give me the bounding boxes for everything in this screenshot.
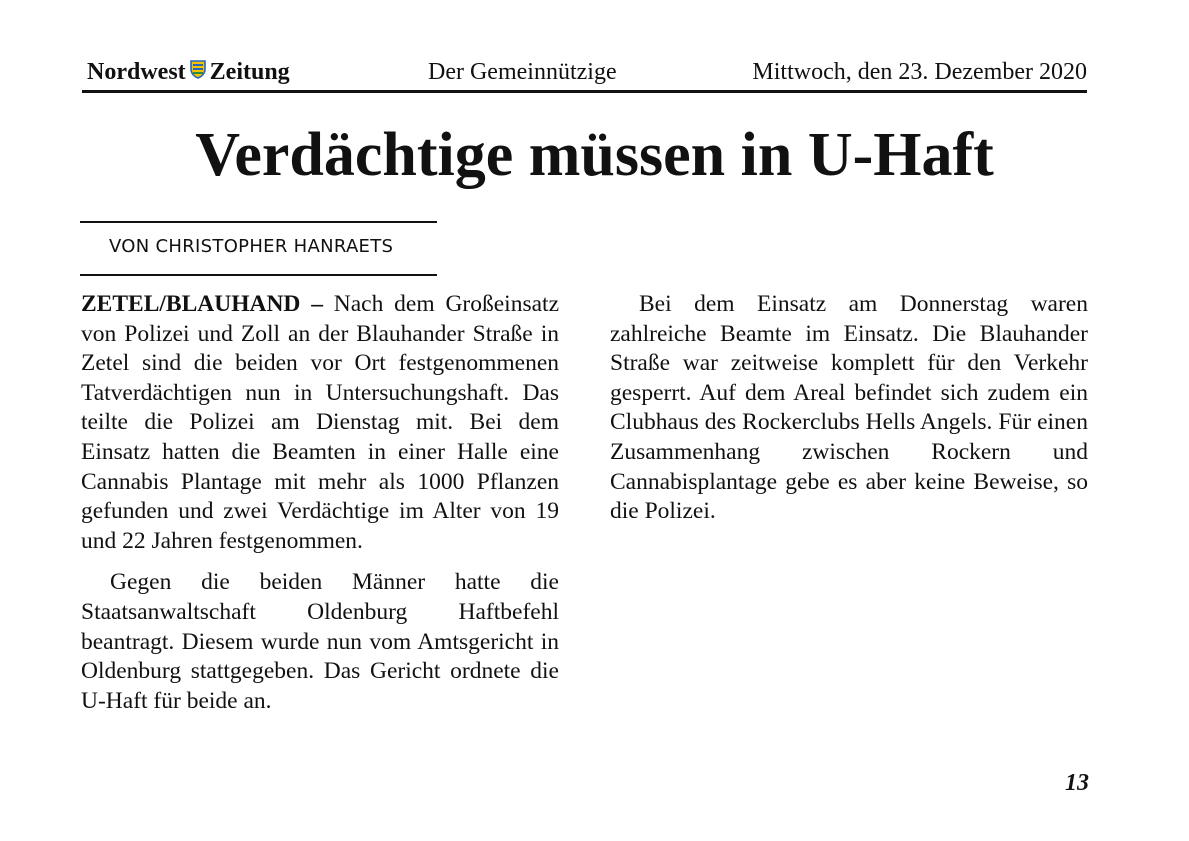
article-byline: VON CHRISTOPHER HANRAETS <box>109 236 394 257</box>
coat-of-arms-icon <box>190 58 206 86</box>
paragraph-1-text: Nach dem Großeinsatz von Polizei und Zoll an der Blauhander Straße in Zetel sind die beiden vor Ort festgenommenen Tatverdächtigen nun in Untersuchungshaft. Das teilte die Polizei am Dienstag mit. Bei dem Einsatz hatten die Beamten in einer Halle eine Cannabis Plantage mit mehr als 1000 Pflanzen gefunden und zwei Verdächtige im Alter von 19 und 22 Jahren festgenommen. <box>81 291 559 554</box>
issue-date: Mittwoch, den 23. Dezember 2020 <box>752 59 1087 85</box>
brand-name-part2: Zeitung <box>209 59 290 85</box>
article-column-left <box>81 290 559 728</box>
section-name: Der Gemeinnützige <box>428 59 617 85</box>
article-headline: Verdächtige müssen in U-Haft <box>195 121 994 189</box>
article-dateline: ZETEL/BLAUHAND – <box>81 291 323 317</box>
newspaper-header <box>82 58 1087 93</box>
article-paragraph-3: Bei dem Einsatz am Donnerstag waren zahlreiche Beamte im Einsatz. Die Blauhander Straße war zeitweise komplett für den Verkehr gesperrt. Auf dem Areal befindet sich zudem ein Clubhaus des Rockerclubs Hells Angels. Für einen Zusammenhang zwischen Rockern und Cannabisplantage gebe es aber keine Beweise, so die Polizei. <box>610 291 1088 525</box>
article-column-right <box>610 290 1088 539</box>
article-paragraph-1 <box>81 290 559 556</box>
article-paragraph-2: Gegen die beiden Männer hatte die Staatsanwaltschaft Oldenburg Haftbefehl beantragt. Diesem wurde nun vom Amtsgericht in Oldenburg stattgegeben. Das Gericht ordnete die U-Haft für beide an. <box>81 569 559 714</box>
brand-name-part1: Nordwest <box>87 59 186 85</box>
newspaper-brand <box>87 58 290 86</box>
page-number: 13 <box>1065 770 1089 796</box>
byline-box <box>80 221 437 276</box>
